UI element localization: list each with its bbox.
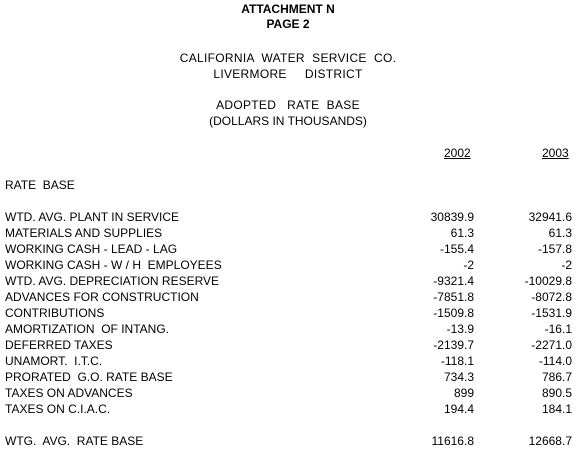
row-label: CONTRIBUTIONS xyxy=(5,306,105,320)
value-2002: -7851.8 xyxy=(433,290,474,304)
value-2003: -114.0 xyxy=(538,354,572,368)
value-2002: 61.3 xyxy=(450,226,474,240)
value-2003: 184.1 xyxy=(541,402,572,416)
table-units: (DOLLARS IN THOUSANDS) xyxy=(209,114,367,128)
row-label: WORKING CASH - LEAD - LAG xyxy=(5,242,178,256)
value-2003: 890.5 xyxy=(541,386,572,400)
table-row xyxy=(0,401,576,417)
value-2002: -2 xyxy=(463,258,474,272)
section-label: RATE BASE xyxy=(5,178,75,192)
table-row xyxy=(0,385,576,401)
table-row xyxy=(0,241,576,257)
value-2003: 32941.6 xyxy=(528,210,572,224)
value-2003: -1531.9 xyxy=(531,306,572,320)
total-label: WTG. AVG. RATE BASE xyxy=(5,434,144,448)
rate-base-table xyxy=(0,209,576,417)
value-2003: -10029.8 xyxy=(524,274,572,288)
row-label: AMORTIZATION OF INTANG. xyxy=(5,322,169,336)
row-label: ADVANCES FOR CONSTRUCTION xyxy=(5,290,199,304)
row-label: UNAMORT. I.T.C. xyxy=(5,354,103,368)
table-row xyxy=(0,209,576,225)
table-title: ADOPTED RATE BASE xyxy=(216,98,360,112)
value-2002: -9321.4 xyxy=(433,274,474,288)
value-2002: -155.4 xyxy=(439,242,474,256)
table-row xyxy=(0,257,576,273)
table-row xyxy=(0,369,576,385)
value-2003: 786.7 xyxy=(541,370,572,384)
value-2003: 61.3 xyxy=(548,226,572,240)
value-2003: -8072.8 xyxy=(531,290,572,304)
value-2002: 30839.9 xyxy=(430,210,474,224)
attachment-title: ATTACHMENT N xyxy=(241,2,335,16)
column-header-2003: 2003 xyxy=(542,146,569,160)
value-2003: -157.8 xyxy=(537,242,572,256)
table-row xyxy=(0,337,576,353)
row-label: WTD. AVG. PLANT IN SERVICE xyxy=(5,210,180,224)
value-2002: 899 xyxy=(453,386,474,400)
total-value-2003: 12668.7 xyxy=(528,434,572,448)
table-row xyxy=(0,353,576,369)
table-row xyxy=(0,225,576,241)
row-label: DEFERRED TAXES xyxy=(5,338,113,352)
company-name: CALIFORNIA WATER SERVICE CO. xyxy=(179,51,397,65)
value-2002: -1509.8 xyxy=(433,306,474,320)
row-label: TAXES ON C.I.A.C. xyxy=(5,402,111,416)
page-number: PAGE 2 xyxy=(266,17,310,31)
value-2003: -2271.0 xyxy=(531,338,572,352)
row-label: TAXES ON ADVANCES xyxy=(5,386,133,400)
row-label: MATERIALS AND SUPPLIES xyxy=(5,226,163,240)
value-2002: -118.1 xyxy=(440,354,474,368)
district-name: LIVERMORE DISTRICT xyxy=(213,67,363,81)
table-row xyxy=(0,273,576,289)
value-2002: -2139.7 xyxy=(433,338,474,352)
table-row xyxy=(0,289,576,305)
total-row xyxy=(0,433,576,449)
value-2003: -16.1 xyxy=(544,322,572,336)
table-row xyxy=(0,321,576,337)
row-label: WORKING CASH - W / H EMPLOYEES xyxy=(5,258,222,272)
value-2002: 194.4 xyxy=(443,402,474,416)
row-label: PRORATED G.O. RATE BASE xyxy=(5,370,173,384)
table-row xyxy=(0,305,576,321)
value-2002: 734.3 xyxy=(443,370,474,384)
row-label: WTD. AVG. DEPRECIATION RESERVE xyxy=(5,274,220,288)
value-2003: -2 xyxy=(561,258,572,272)
value-2002: -13.9 xyxy=(446,322,474,336)
column-header-2002: 2002 xyxy=(444,146,471,160)
total-value-2002: 11616.8 xyxy=(431,434,474,448)
